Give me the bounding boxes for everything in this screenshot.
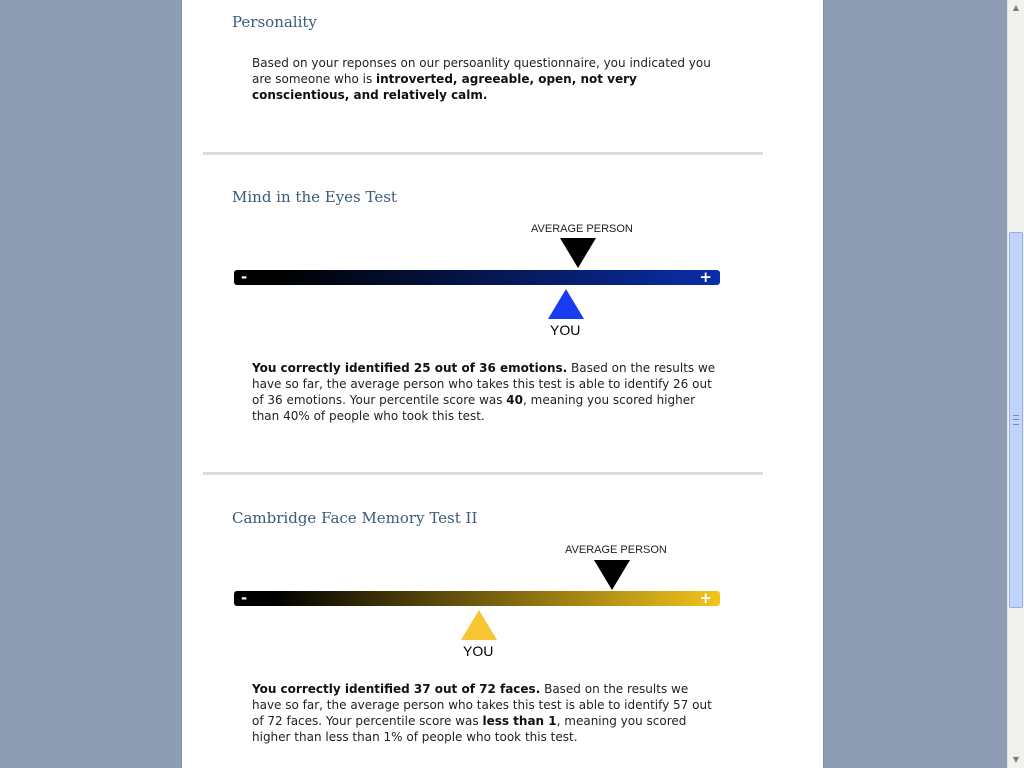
face-summary: [252, 681, 717, 745]
face-average-label: AVERAGE PERSON: [565, 544, 667, 556]
face-summary-bold: You correctly identified 37 out of 72 faces.: [252, 682, 541, 696]
scale-plus-icon: +: [699, 589, 712, 607]
eyes-test-title: Mind in the Eyes Test: [232, 188, 397, 206]
personality-summary: [252, 55, 717, 103]
scale-minus-icon: -: [241, 268, 248, 286]
results-page: [181, 0, 824, 768]
section-divider: [203, 472, 763, 475]
face-percentile: less than 1: [482, 714, 557, 728]
scale-plus-icon: +: [699, 268, 712, 286]
vertical-scrollbar[interactable]: [1007, 0, 1024, 768]
eyes-percentile: 40: [506, 393, 523, 407]
scale-minus-icon: -: [241, 589, 248, 607]
eyes-average-label: AVERAGE PERSON: [531, 223, 633, 235]
eyes-average-marker: [560, 238, 596, 268]
scroll-down-icon[interactable]: ▼: [1012, 755, 1020, 764]
face-summary-text: Based on the results we have so far, the average person who takes this test is able to identify 57 out of 72 faces. Your percentile score was: [252, 682, 712, 728]
scrollbar-thumb[interactable]: [1009, 232, 1023, 608]
eyes-score-scale: [234, 270, 720, 285]
scroll-up-icon[interactable]: ▲: [1012, 3, 1020, 12]
eyes-you-label: YOU: [550, 322, 581, 338]
personality-traits: introverted, agreeable, open, not very conscientious, and relatively calm.: [252, 72, 637, 102]
face-score-scale: [234, 591, 720, 606]
personality-title: Personality: [232, 13, 317, 31]
eyes-summary: [252, 360, 717, 424]
eyes-summary-bold: You correctly identified 25 out of 36 emotions.: [252, 361, 568, 375]
scrollbar-grip-icon: [1013, 415, 1019, 425]
face-you-marker: [461, 610, 497, 640]
personality-intro: Based on your reponses on our persoanlity questionnaire, you indicated you are someone who is: [252, 56, 711, 86]
eyes-summary-tail: , meaning you scored higher than 40% of people who took this test.: [252, 393, 696, 423]
eyes-summary-text: Based on the results we have so far, the average person who takes this test is able to identify 26 out of 36 emotions. Your percentile score was: [252, 361, 716, 407]
eyes-you-marker: [548, 289, 584, 319]
face-test-title: Cambridge Face Memory Test II: [232, 509, 478, 527]
face-summary-tail: , meaning you scored higher than less than 1% of people who took this test.: [252, 714, 687, 744]
section-divider: [203, 152, 763, 155]
face-average-marker: [594, 560, 630, 590]
face-you-label: YOU: [463, 643, 494, 659]
